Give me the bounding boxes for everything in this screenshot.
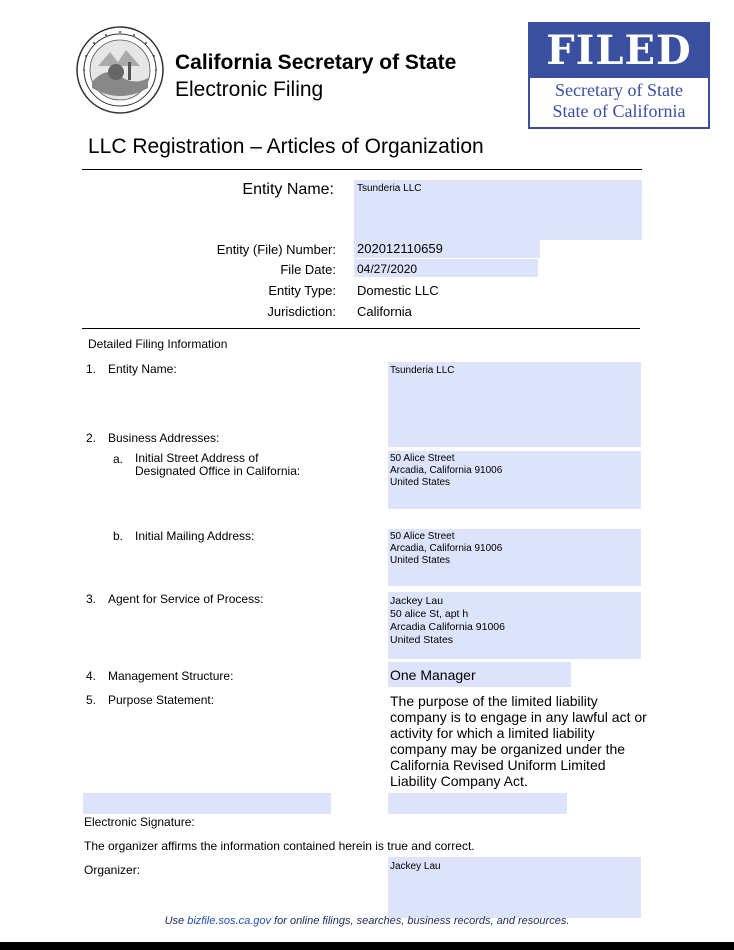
bottom-bar bbox=[0, 942, 734, 950]
item3-box bbox=[388, 592, 641, 659]
item1-label: Entity Name: bbox=[108, 362, 177, 376]
signature-date-box bbox=[388, 793, 567, 814]
stamp-line2: State of California bbox=[552, 101, 686, 121]
file-number-box bbox=[354, 239, 540, 258]
item4-label: Management Structure: bbox=[108, 669, 234, 683]
file-number-value: 202012110659 bbox=[357, 241, 443, 256]
entity-type-value: Domestic LLC bbox=[357, 283, 439, 298]
footer bbox=[0, 915, 734, 927]
item1-box bbox=[388, 362, 641, 447]
summary-divider bbox=[82, 328, 640, 329]
item1-number: 1. bbox=[86, 362, 97, 376]
item5-value: The purpose of the limited liability company is to engage in any lawful act or activity for which a limited liability company may be organized under the California Revised Uniform Limited Liability Company Act. bbox=[390, 693, 647, 789]
item2b-box bbox=[388, 529, 641, 586]
item2-label: Business Addresses: bbox=[108, 431, 220, 445]
item2a-line3: United States bbox=[390, 477, 451, 488]
item2a-line1: 50 Alice Street bbox=[390, 453, 455, 464]
organizer-label: Organizer: bbox=[84, 863, 141, 877]
organizer-value: Jackey Lau bbox=[390, 861, 441, 872]
item4-box bbox=[388, 662, 571, 687]
item5-number: 5. bbox=[86, 693, 97, 707]
organizer-box bbox=[388, 857, 641, 918]
item2a-letter: a. bbox=[113, 452, 124, 466]
title-divider bbox=[82, 169, 642, 170]
item3-agent bbox=[390, 595, 505, 647]
entity-type-label: Entity Type: bbox=[268, 283, 336, 298]
stamp-line1: Secretary of State bbox=[555, 80, 683, 100]
item3-line4: United States bbox=[390, 634, 454, 646]
item3-line1: Jackey Lau bbox=[390, 595, 444, 607]
item2b-line2: Arcadia, California 91006 bbox=[390, 543, 503, 554]
item2a-box bbox=[388, 451, 641, 509]
item2-number: 2. bbox=[86, 431, 97, 445]
item3-line3: Arcadia California 91006 bbox=[390, 621, 505, 633]
file-date-label: File Date: bbox=[280, 262, 336, 277]
header-title: California Secretary of State bbox=[175, 51, 457, 74]
entity-name-value: Tsunderia LLC bbox=[357, 183, 422, 194]
item2b-line1: 50 Alice Street bbox=[390, 531, 455, 542]
item2b-letter: b. bbox=[113, 529, 124, 543]
detail-heading: Detailed Filing Information bbox=[88, 337, 228, 351]
item2a-line2: Arcadia, California 91006 bbox=[390, 465, 503, 476]
item2a-label bbox=[135, 452, 300, 478]
item4-number: 4. bbox=[86, 669, 97, 683]
footer-link[interactable]: bizfile.sos.ca.gov bbox=[187, 915, 271, 927]
header-subtitle: Electronic Filing bbox=[175, 78, 324, 101]
entity-name-label: Entity Name: bbox=[242, 181, 334, 198]
document-title: LLC Registration – Articles of Organization bbox=[88, 135, 484, 158]
item2a-label-line2: Designated Office in California: bbox=[135, 464, 301, 478]
entity-name-box bbox=[354, 180, 642, 240]
item3-number: 3. bbox=[86, 592, 97, 606]
file-date-box bbox=[354, 259, 538, 277]
signature-affirm: The organizer affirms the information contained herein is true and correct. bbox=[84, 839, 475, 853]
signature-box bbox=[83, 793, 331, 814]
footer-post: for online filings, searches, business records, and resources. bbox=[271, 915, 570, 927]
footer-pre: Use bbox=[164, 915, 188, 927]
item2a-label-line1: Initial Street Address of bbox=[135, 451, 259, 465]
item2b-address bbox=[390, 531, 502, 567]
file-number-label: Entity (File) Number: bbox=[216, 242, 336, 257]
item2b-line3: United States bbox=[390, 555, 451, 566]
item2a-address bbox=[390, 453, 502, 489]
filed-stamp bbox=[528, 22, 710, 129]
jurisdiction-value: California bbox=[357, 304, 412, 319]
signature-label: Electronic Signature: bbox=[84, 815, 195, 829]
stamp-filed-text: FILED bbox=[530, 24, 708, 78]
item4-value: One Manager bbox=[390, 667, 476, 683]
item3-label: Agent for Service of Process: bbox=[108, 592, 264, 606]
state-seal-icon bbox=[76, 26, 164, 114]
file-date-value: 04/27/2020 bbox=[357, 262, 418, 276]
item3-line2: 50 alice St, apt h bbox=[390, 608, 469, 620]
jurisdiction-label: Jurisdiction: bbox=[267, 304, 336, 319]
item5-label: Purpose Statement: bbox=[108, 693, 215, 707]
item2b-label: Initial Mailing Address: bbox=[135, 529, 255, 543]
item1-value: Tsunderia LLC bbox=[390, 365, 455, 376]
